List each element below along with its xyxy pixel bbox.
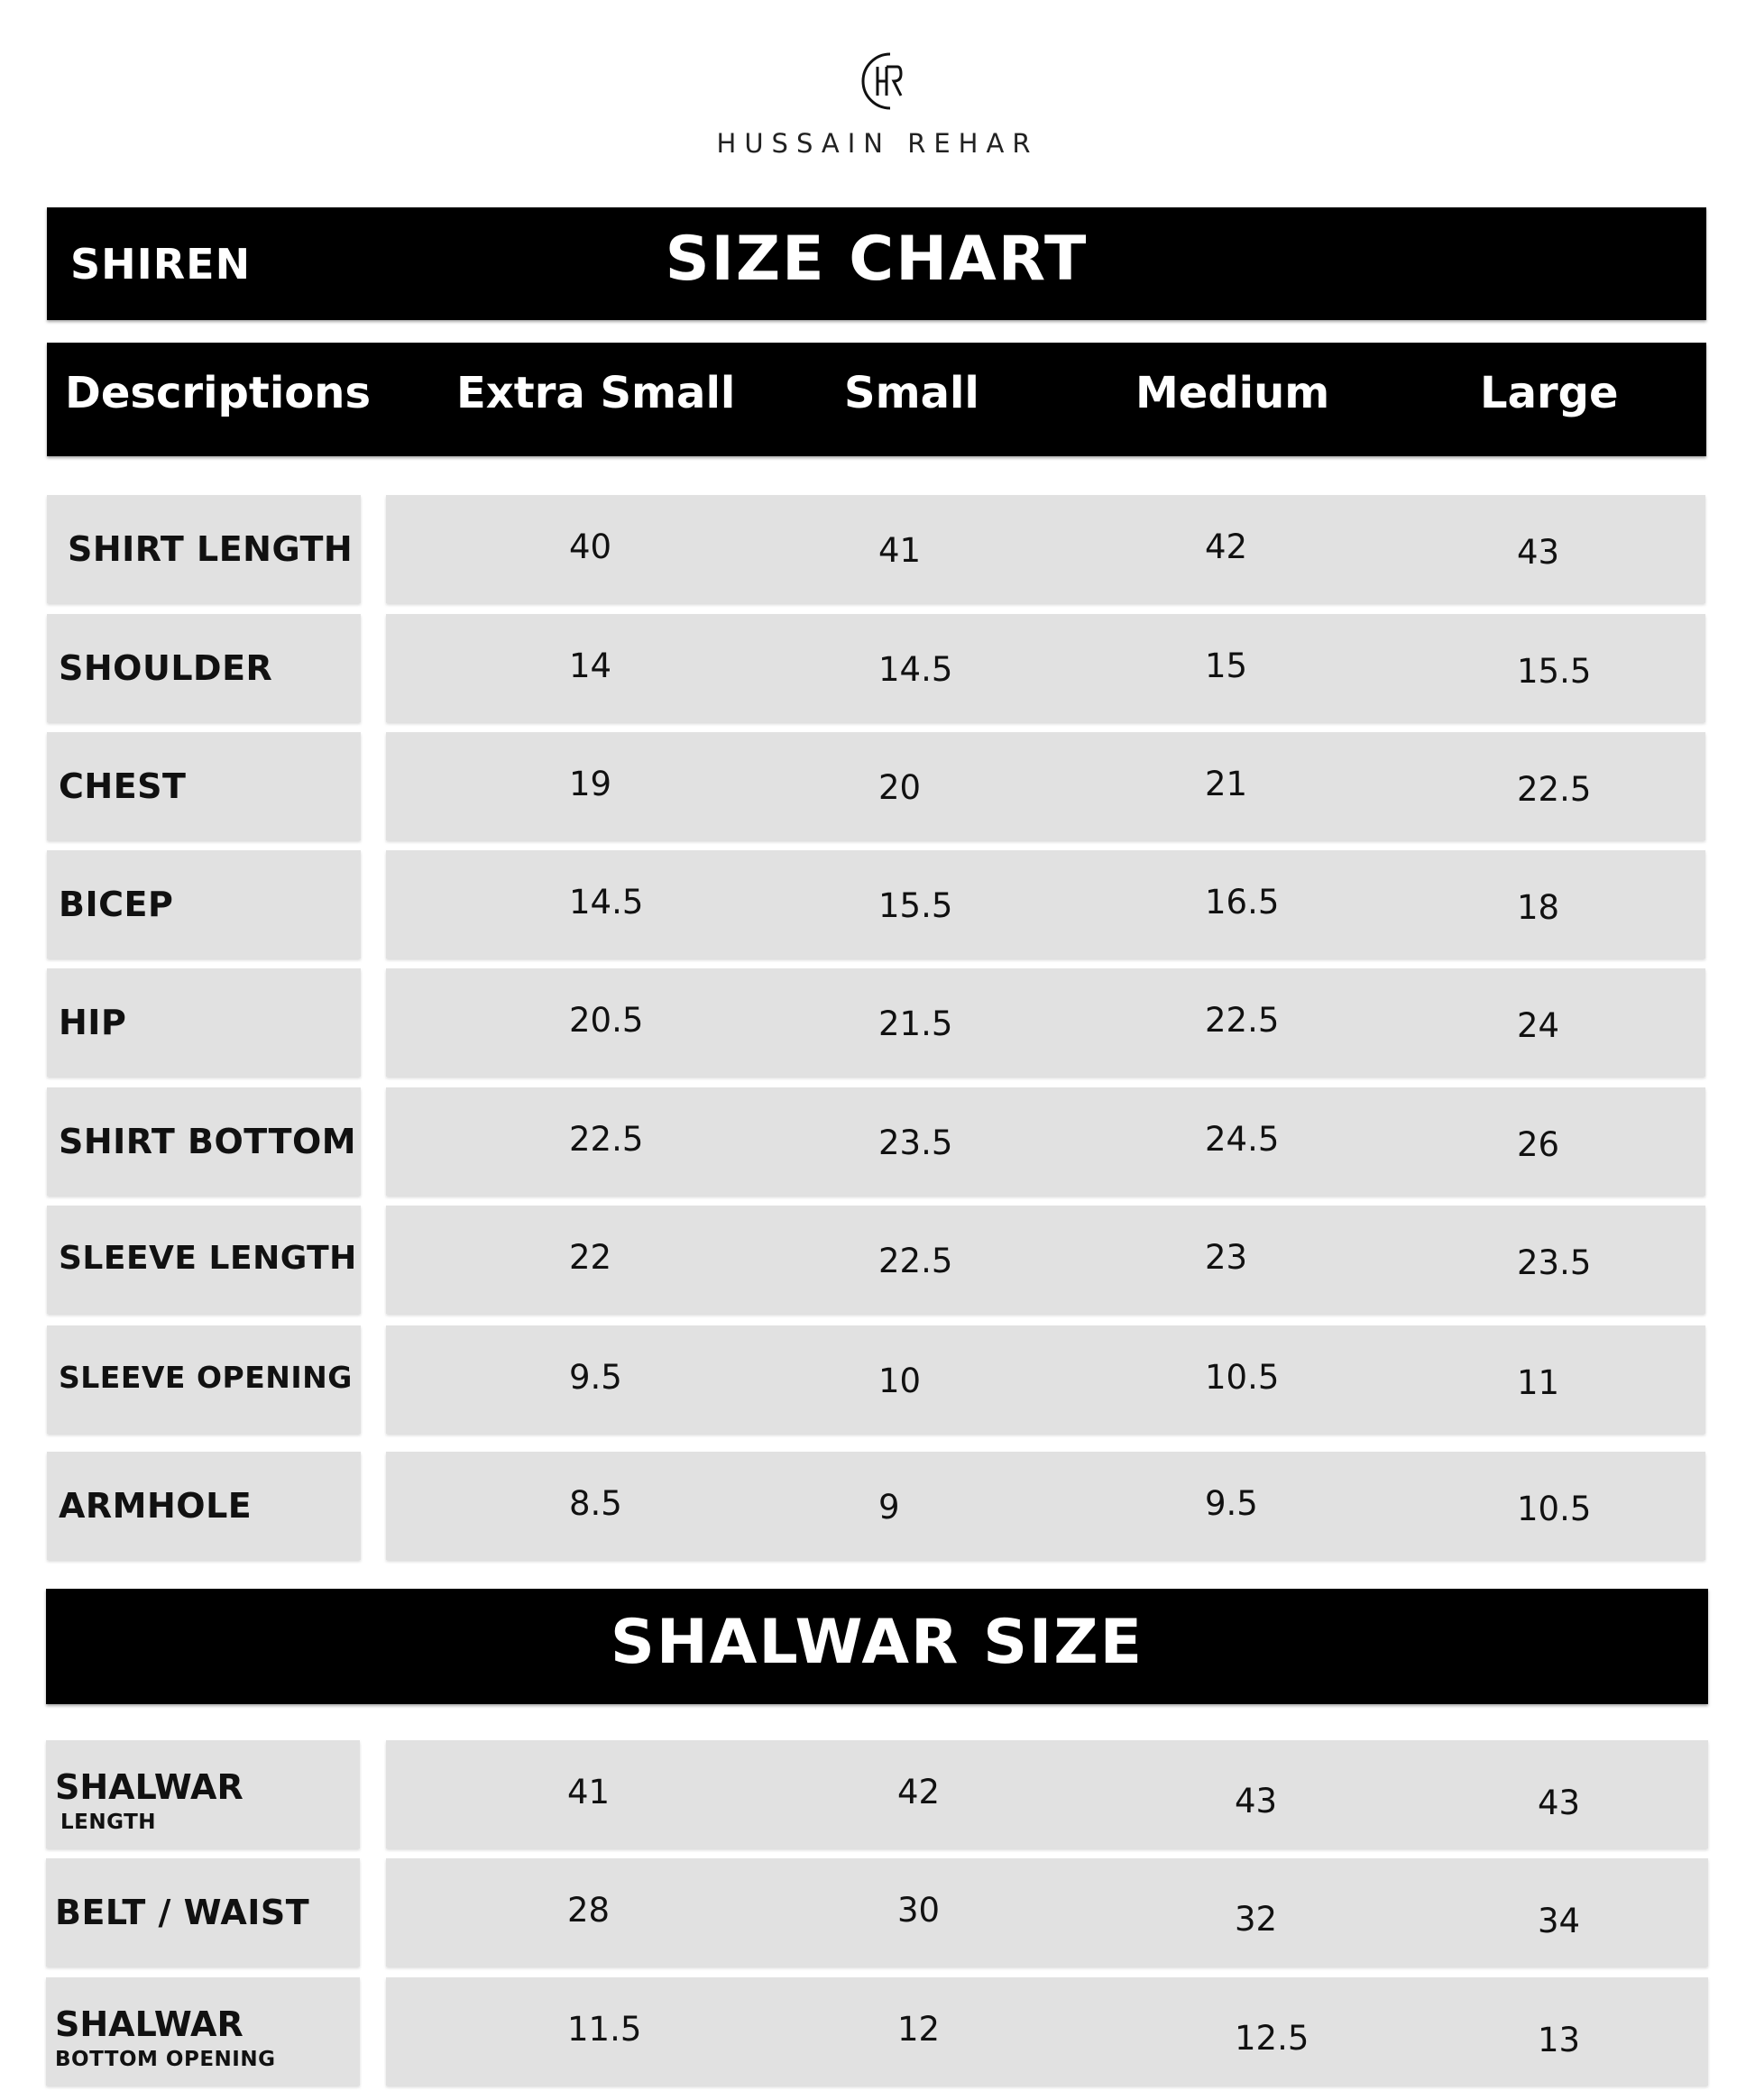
value-small: 20 (878, 768, 922, 807)
value-small: 10 (878, 1362, 922, 1400)
row-label-cell (46, 1977, 360, 2086)
value-medium: 42 (1205, 527, 1248, 566)
column-header-bar (47, 343, 1706, 456)
value-extra-small: 14.5 (569, 883, 644, 922)
value-large: 13 (1538, 2021, 1581, 2059)
hr-monogram-icon (850, 45, 905, 117)
row-label: CHEST (59, 766, 187, 806)
shalwar-section-bar (46, 1589, 1708, 1704)
value-extra-small: 9.5 (569, 1358, 622, 1397)
column-header-descriptions: Descriptions (65, 368, 372, 418)
value-small: 14.5 (878, 650, 953, 689)
title-bar (47, 207, 1706, 320)
value-small: 12 (897, 2010, 941, 2049)
value-medium: 16.5 (1205, 883, 1280, 922)
row-label-cell (47, 968, 361, 1077)
column-header-large: Large (1480, 368, 1619, 418)
size-chart-title: SIZE CHART (665, 224, 1089, 295)
value-extra-small: 8.5 (569, 1484, 622, 1523)
row-label-cell (47, 1087, 361, 1196)
value-large: 34 (1538, 1902, 1581, 1940)
row-label-cell (46, 1740, 360, 1848)
row-label: SHOULDER (59, 648, 273, 688)
row-label-cell (47, 614, 361, 722)
value-extra-small: 40 (569, 527, 612, 566)
value-medium: 10.5 (1205, 1358, 1280, 1397)
product-name: SHIREN (70, 240, 252, 289)
row-label-cell (47, 1206, 361, 1314)
value-medium: 9.5 (1205, 1484, 1258, 1523)
value-small: 9 (878, 1488, 900, 1527)
value-medium: 43 (1235, 1782, 1278, 1820)
row-label: ARMHOLE (59, 1486, 253, 1526)
row-values (386, 1206, 1705, 1314)
value-small: 42 (897, 1773, 941, 1811)
row-values (386, 732, 1705, 840)
column-header-medium: Medium (1135, 368, 1330, 418)
value-small: 30 (897, 1891, 941, 1930)
value-medium: 15 (1205, 647, 1248, 685)
value-extra-small: 19 (569, 765, 612, 803)
row-label: SHALWAR (55, 1767, 243, 1807)
row-label: SHIRT LENGTH (68, 529, 354, 569)
value-large: 15.5 (1517, 652, 1592, 691)
row-sublabel: LENGTH (60, 1811, 157, 1834)
row-label-cell (47, 732, 361, 840)
value-large: 23.5 (1517, 1243, 1592, 1282)
value-extra-small: 28 (567, 1891, 611, 1930)
row-label-cell (47, 495, 361, 603)
shalwar-section-title: SHALWAR SIZE (610, 1607, 1144, 1678)
value-extra-small: 22.5 (569, 1120, 644, 1159)
row-sublabel: BOTTOM OPENING (55, 2048, 276, 2071)
value-medium: 12.5 (1235, 2019, 1309, 2058)
value-large: 43 (1538, 1784, 1581, 1822)
value-large: 10.5 (1517, 1490, 1592, 1528)
row-values (386, 1087, 1705, 1196)
row-label-cell (47, 850, 361, 958)
row-label: SLEEVE LENGTH (59, 1240, 357, 1277)
row-label: BICEP (59, 885, 174, 924)
brand-name: HUSSAIN REHAR (716, 128, 1039, 159)
column-header-small: Small (844, 368, 979, 418)
value-small: 23.5 (878, 1123, 953, 1162)
row-values (386, 1858, 1708, 1967)
row-values (386, 1325, 1705, 1434)
row-values (386, 1452, 1705, 1560)
value-large: 22.5 (1517, 770, 1592, 809)
row-label: SHALWAR (55, 2004, 243, 2044)
value-small: 41 (878, 531, 922, 570)
value-small: 15.5 (878, 886, 953, 925)
row-values (386, 614, 1705, 722)
value-small: 21.5 (878, 1004, 953, 1043)
value-extra-small: 14 (569, 647, 612, 685)
row-label: SHIRT BOTTOM (59, 1122, 357, 1161)
row-label: HIP (59, 1003, 127, 1042)
brand-logo (0, 45, 1755, 159)
row-label-cell (47, 1325, 361, 1434)
row-label-cell (46, 1858, 360, 1967)
value-extra-small: 22 (569, 1238, 612, 1277)
row-label: BELT / WAIST (55, 1893, 310, 1932)
value-large: 18 (1517, 888, 1560, 927)
value-extra-small: 11.5 (567, 2010, 642, 2049)
value-extra-small: 20.5 (569, 1001, 644, 1040)
value-medium: 21 (1205, 765, 1248, 803)
row-values (386, 968, 1705, 1077)
row-values (386, 1977, 1708, 2086)
value-large: 26 (1517, 1125, 1560, 1164)
row-values (386, 1740, 1708, 1848)
row-values (386, 495, 1705, 603)
value-medium: 32 (1235, 1900, 1278, 1939)
row-values (386, 850, 1705, 958)
column-header-extra-small: Extra Small (456, 368, 736, 418)
value-large: 11 (1517, 1363, 1560, 1402)
value-large: 43 (1517, 533, 1560, 572)
value-medium: 22.5 (1205, 1001, 1280, 1040)
value-extra-small: 41 (567, 1773, 611, 1811)
value-large: 24 (1517, 1006, 1560, 1045)
row-label-cell (47, 1452, 361, 1560)
value-medium: 23 (1205, 1238, 1248, 1277)
value-small: 22.5 (878, 1242, 953, 1280)
value-medium: 24.5 (1205, 1120, 1280, 1159)
row-label: SLEEVE OPENING (59, 1360, 353, 1395)
